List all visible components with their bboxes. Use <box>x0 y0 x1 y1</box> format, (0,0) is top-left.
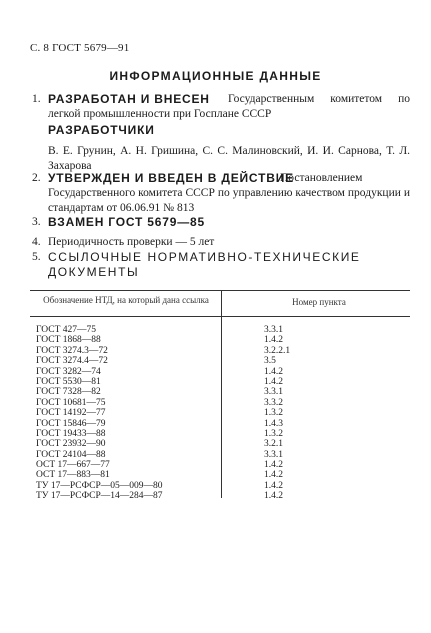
table-row <box>30 429 410 439</box>
section-title: ИНФОРМАЦИОННЫЕ ДАННЫЕ <box>109 69 322 83</box>
cell-item-number: 1.3.2 <box>264 408 283 419</box>
developers-text: В. Е. Грунин, А. Н. Гришина, С. С. Малиновский, И. И. Сарнова, Т. Л. Захарова <box>48 145 410 172</box>
cell-document: ГОСТ 24104—88 <box>36 449 106 460</box>
item-heading: УТВЕРЖДЕН И ВВЕДЕН В ДЕЙСТВИЕ <box>48 171 294 185</box>
table-row <box>30 387 410 397</box>
item-5 <box>32 250 410 280</box>
item-number: 5. <box>32 251 41 263</box>
item-heading: ВЗАМЕН ГОСТ 5679—85 <box>48 215 205 229</box>
item-3 <box>32 215 205 231</box>
table-row <box>30 419 410 429</box>
table-row <box>30 491 410 501</box>
table-body <box>30 325 410 502</box>
cell-document: ГОСТ 3282—74 <box>36 366 101 377</box>
cell-item-number: 3.3.1 <box>264 387 283 398</box>
cell-item-number: 3.5 <box>264 356 276 367</box>
table-row <box>30 325 410 335</box>
cell-document: ТУ 17—РСФСР—05—009—80 <box>36 480 163 491</box>
cell-item-number: 3.2.2.1 <box>264 345 291 356</box>
item-number: 2. <box>32 172 41 184</box>
table-row <box>30 346 410 356</box>
item-number: 4. <box>32 236 41 248</box>
cell-item-number: 3.3.1 <box>264 325 283 335</box>
table-header-item: Номер пункта <box>292 297 346 307</box>
cell-document: ОСТ 17—667—77 <box>36 460 110 471</box>
cell-item-number: 1.4.3 <box>264 418 283 429</box>
cell-item-number: 1.4.2 <box>264 376 283 387</box>
item-heading: РАЗРАБОТАН И ВНЕСЕН <box>48 92 210 106</box>
cell-document: ОСТ 17—883—81 <box>36 470 110 481</box>
item-number: 1. <box>32 93 41 105</box>
cell-item-number: 1.3.2 <box>264 428 283 439</box>
cell-item-number: 1.4.2 <box>264 491 283 502</box>
table-row <box>30 367 410 377</box>
item-2-text: Постановлением Государственного комитета СССР по управлению качеством продукции и стандартам от 06.06.91 № 813 <box>48 172 410 214</box>
cell-item-number: 1.4.2 <box>264 366 283 377</box>
cell-item-number: 1.4.2 <box>264 470 283 481</box>
cell-document: ГОСТ 15846—79 <box>36 418 106 429</box>
cell-document: ГОСТ 3274.4—72 <box>36 356 108 367</box>
cell-document: ГОСТ 10681—75 <box>36 397 106 408</box>
table-row <box>30 460 410 470</box>
cell-document: ГОСТ 19433—88 <box>36 428 106 439</box>
table-row <box>30 439 410 449</box>
cell-document: ГОСТ 7328—82 <box>36 387 101 398</box>
table-header-rule <box>30 316 410 317</box>
table-row <box>30 450 410 460</box>
item-1-text: Государственным комитетом по легкой промышленности при Госплане СССР <box>48 93 410 120</box>
table-row <box>30 408 410 418</box>
table-row <box>30 470 410 480</box>
cell-item-number: 3.2.1 <box>264 439 283 450</box>
table-row <box>30 377 410 387</box>
cell-document: ГОСТ 5530—81 <box>36 376 101 387</box>
table-top-rule <box>30 290 410 291</box>
cell-item-number: 1.4.2 <box>264 460 283 471</box>
developers-heading: РАЗРАБОТЧИКИ <box>48 123 155 137</box>
cell-document: ГОСТ 3274.3—72 <box>36 345 108 356</box>
cell-item-number: 1.4.2 <box>264 480 283 491</box>
table-row <box>30 335 410 345</box>
cell-document: ГОСТ 427—75 <box>36 325 96 335</box>
table-header-document: Обозначение НТД, на который дана ссылка <box>43 295 209 305</box>
cell-document: ТУ 17—РСФСР—14—284—87 <box>36 491 163 502</box>
table-row <box>30 398 410 408</box>
item-heading: ССЫЛОЧНЫЕ НОРМАТИВНО-ТЕХНИЧЕСКИЕ ДОКУМЕНТЫ <box>48 250 361 279</box>
table-row <box>30 356 410 366</box>
cell-item-number: 3.3.1 <box>264 449 283 460</box>
cell-item-number: 3.3.2 <box>264 397 283 408</box>
table-row <box>30 481 410 491</box>
page-header: С. 8 ГОСТ 5679—91 <box>30 42 130 54</box>
cell-item-number: 1.4.2 <box>264 335 283 346</box>
item-number: 3. <box>32 216 41 228</box>
cell-document: ГОСТ 23932—90 <box>36 439 106 450</box>
item-text: Периодичность проверки — 5 лет <box>48 236 215 248</box>
cell-document: ГОСТ 1868—88 <box>36 335 101 346</box>
item-4 <box>32 235 214 250</box>
cell-document: ГОСТ 14192—77 <box>36 408 106 419</box>
